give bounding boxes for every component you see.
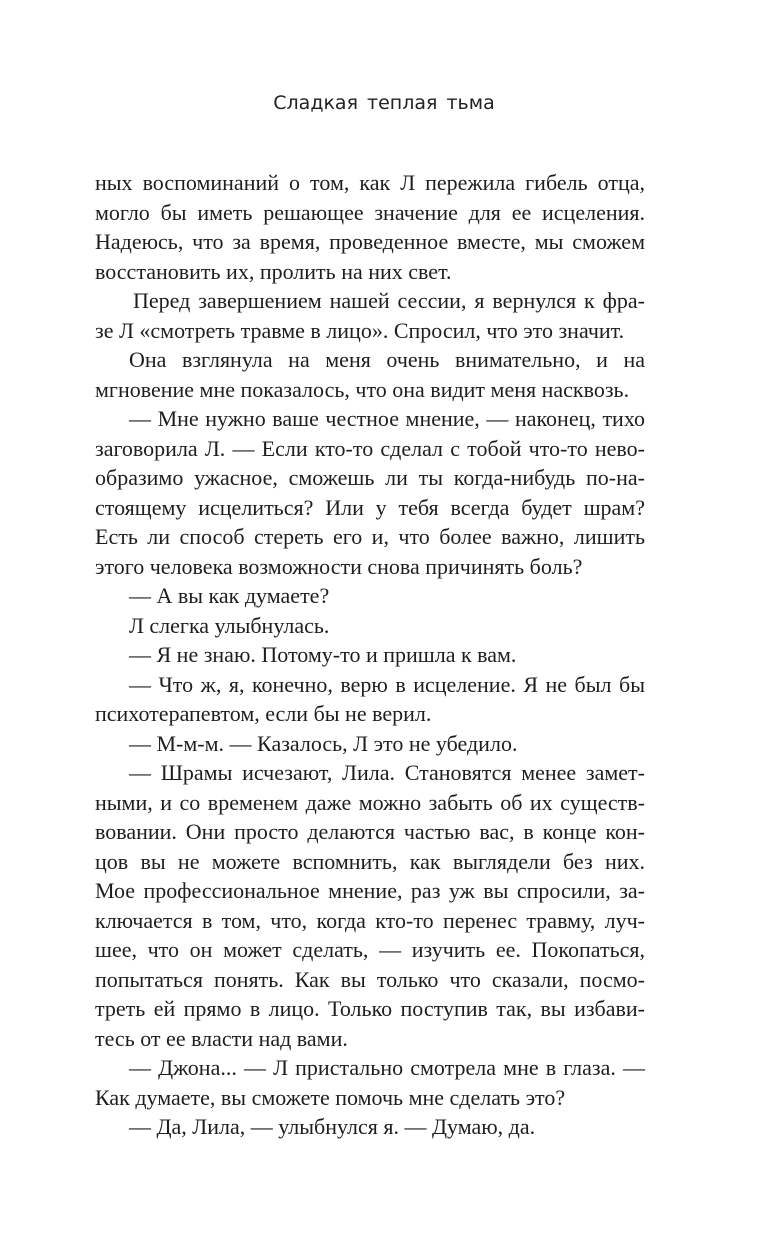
body-text bbox=[95, 168, 645, 1142]
text-line: стоящему исцелиться? Или у тебя всегда будет шрам? bbox=[95, 494, 645, 520]
text-line: — Джона... — Л пристально смотрела мне в глаза. — bbox=[129, 1055, 645, 1080]
text-line: треть ей прямо в лицо. Только поступив так, вы избави- bbox=[95, 996, 645, 1021]
text-line: Она взглянула на меня очень внимательно, и на bbox=[129, 347, 645, 372]
text-line: восстановить их, пролить на них свет. bbox=[95, 258, 452, 284]
text-line: попытаться понять. Как вы только что сказали, посмо- bbox=[95, 966, 645, 992]
text-line: шее, что он может сделать, — изучить ее. Покопаться, bbox=[95, 937, 645, 962]
text-line: Мое профессиональное мнение, раз уж вы спросили, за- bbox=[95, 878, 645, 903]
text-line: Как думаете, вы сможете помочь мне сделать это? bbox=[95, 1084, 566, 1110]
text-line: Перед завершением нашей сессии, я вернулся к фра- bbox=[133, 288, 645, 313]
text-line: тесь от ее власти над вами. bbox=[95, 1025, 348, 1051]
text-line: цов вы не можете вспомнить, как выглядели без них. bbox=[95, 848, 645, 874]
text-line: этого человека возможности снова причинять боль? bbox=[95, 553, 583, 579]
text-line: — Что ж, я, конечно, верю в исцеление. Я не был бы bbox=[129, 671, 645, 697]
text-line: могло бы иметь решающее значение для ее исцеления. bbox=[95, 199, 645, 225]
text-line: психотерапевтом, если бы не верил. bbox=[95, 701, 432, 726]
text-line: мгновение мне показалось, что она видит меня насквозь. bbox=[95, 376, 630, 402]
text-line: — А вы как думаете? bbox=[129, 583, 330, 608]
text-line: — Мне нужно ваше честное мнение, — наконец, тихо bbox=[129, 406, 645, 431]
text-line: — М-м-м. — Казалось, Л это не убедило. bbox=[129, 730, 518, 756]
text-line: заговорила Л. — Если кто-то сделал с тобой что-то нево- bbox=[95, 435, 645, 461]
text-line: — Да, Лила, — улыбнулся я. — Думаю, да. bbox=[129, 1114, 536, 1139]
text-line: Надеюсь, что за время, проведенное вместе, мы сможем bbox=[95, 229, 645, 254]
text-line: ных воспоминаний о том, как Л пережила гибель отца, bbox=[95, 170, 645, 195]
text-line: вовании. Они просто делаются частью вас, в конце кон- bbox=[95, 819, 645, 844]
text-line: — Шрамы исчезают, Лила. Становятся менее замет- bbox=[129, 760, 645, 785]
text-line: — Я не знаю. Потому-то и пришла к вам. bbox=[129, 642, 517, 667]
text-line: ными, и со временем даже можно забыть об их существ- bbox=[95, 789, 645, 815]
text-line: образимо ужасное, сможешь ли ты когда-нибудь по-на- bbox=[95, 465, 645, 490]
text-line: зе Л «смотреть травме в лицо». Спросил, что это значит. bbox=[95, 317, 625, 343]
text-line: Л слегка улыбнулась. bbox=[129, 612, 330, 638]
text-line: ключается в том, что, когда кто-то перенес травму, луч- bbox=[95, 907, 645, 933]
text-line: Есть ли способ стереть его и, что более важно, лишить bbox=[95, 524, 645, 549]
running-head: Сладкая теплая тьма bbox=[273, 92, 495, 114]
